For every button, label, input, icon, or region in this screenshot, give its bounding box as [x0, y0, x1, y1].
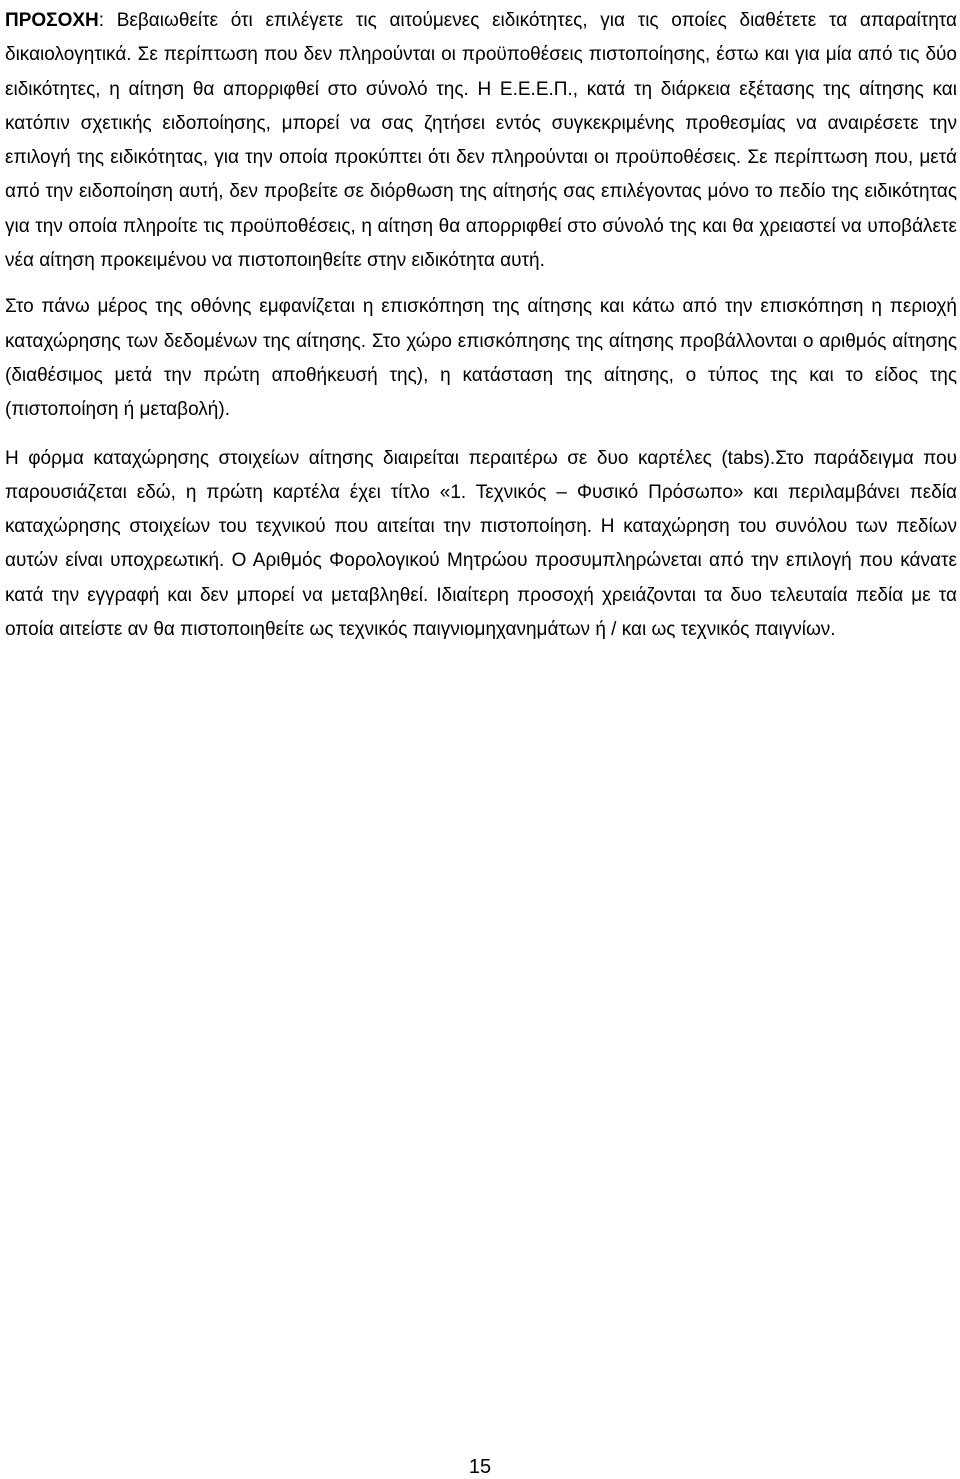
document-page: [5, 0, 957, 647]
warning-text: : Βεβαιωθείτε ότι επιλέγετε τις αιτούμενες ειδικότητες, για τις οποίες διαθέτετε τα απαραίτητα δικαιολογητικά. Σε περίπτωση που δεν πληρούνται οι προϋποθέσεις πιστοποίησης, έστω και για μία από τις δύο ειδικότητες, η αίτηση θα απορριφθεί στο σύνολό της. Η Ε.Ε.Ε.Π., κατά τη διάρκεια εξέτασης της αίτησης και κατόπιν σχετικής ειδοποίησης, μπορεί να σας ζητήσει εντός συγκεκριμένης προθεσμίας να αναιρέσετε την επιλογή της ειδικότητας, για την οποία προκύπτει ότι δεν πληρούνται οι προϋποθέσεις. Σε περίπτωση που, μετά από την ειδοποίηση αυτή, δεν προβείτε σε διόρθωση της αίτησής σας επιλέγοντας μόνο το πεδίο της ειδικότητας για την οποία πληροίτε τις προϋποθέσεις, η αίτηση θα απορριφθεί στο σύνολό της και θα χρειαστεί να υποβάλετε νέα αίτηση προκειμένου να πιστοποιηθείτε στην ειδικότητα αυτή.: [5, 10, 957, 272]
warning-label: ΠΡΟΣΟΧΗ: [5, 10, 99, 31]
form-tabs-paragraph: Η φόρμα καταχώρησης στοιχείων αίτησης διαιρείται περαιτέρω σε δυο καρτέλες (tabs).Στο παράδειγμα που παρουσιάζεται εδώ, η πρώτη καρτέλα έχει τίτλο «1. Τεχνικός – Φυσικό Πρόσωπο» και περιλαμβάνει πεδία καταχώρησης στοιχείων του τεχνικού που αιτείται την πιστοποίηση. Η καταχώρηση του συνόλου των πεδίων αυτών είναι υποχρεωτική. Ο Αριθμός Φορολογικού Μητρώου προσυμπληρώνεται από την επιλογή που κάνατε κατά την εγγραφή και δεν μπορεί να μεταβληθεί. Ιδιαίτερη προσοχή χρειάζονται τα δυο τελευταία πεδία με τα οποία αιτείστε αν θα πιστοποιηθείτε ως τεχνικός παιγνιομηχανημάτων ή / και ως τεχνικός παιγνίων.: [5, 447, 957, 641]
overview-paragraph: Στο πάνω μέρος της οθόνης εμφανίζεται η επισκόπηση της αίτησης και κάτω από την επισκόπηση η περιοχή καταχώρησης των δεδομένων της αίτησης. Στο χώρο επισκόπησης της αίτησης προβάλλονται ο αριθμός αίτησης (διαθέσιμος μετά την πρώτη αποθήκευσή της), η κατάσταση της αίτησης, ο τύπος της και το είδος της (πιστοποίηση ή μεταβολή).: [5, 296, 957, 421]
page-number: 15: [468, 1456, 492, 1478]
warning-paragraph: [5, 0, 957, 278]
